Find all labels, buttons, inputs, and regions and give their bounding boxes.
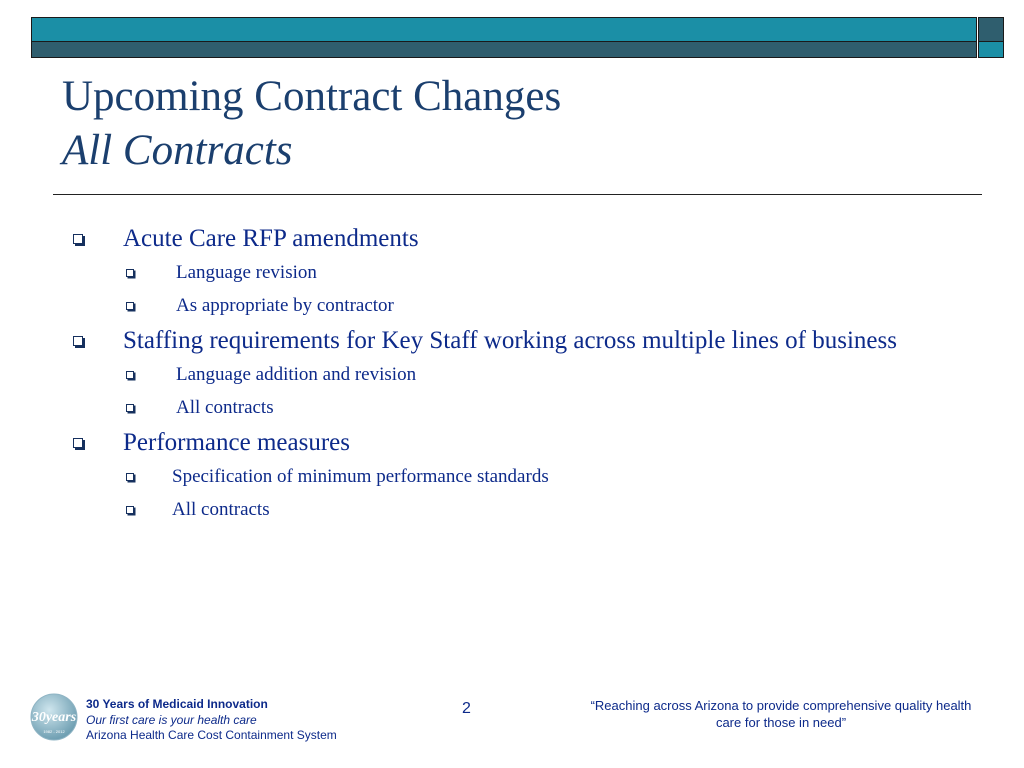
sub-bullet-text: All contracts — [172, 499, 270, 520]
checkbox-bullet-icon — [126, 269, 134, 277]
sub-bullet-text: Language revision — [176, 262, 317, 283]
sub-bullet-item — [0, 460, 1024, 493]
logo-text: 30years — [31, 710, 77, 725]
sub-bullet-text: All contracts — [176, 397, 274, 418]
sub-bullet-item — [0, 256, 1024, 289]
sub-bullet-item — [0, 289, 1024, 322]
bullet-text: Staffing requirements for Key Staff working across multiple lines of business — [123, 327, 897, 354]
logo-years: 1982 - 2012 — [43, 729, 65, 734]
footer-org — [86, 697, 337, 744]
sub-bullet-item — [0, 358, 1024, 391]
footer-line3: Arizona Health Care Cost Containment System — [86, 728, 337, 742]
sub-bullet-text: As appropriate by contractor — [176, 295, 394, 316]
checkbox-bullet-icon — [126, 371, 134, 379]
slide-title-line2: All Contracts — [62, 127, 293, 174]
checkbox-bullet-icon — [126, 506, 134, 514]
footer-tagline: “Reaching across Arizona to provide comprehensive quality health care for those in need” — [590, 698, 972, 730]
header-square-top — [978, 17, 1004, 42]
bullet-item — [0, 324, 913, 358]
bullet-list — [0, 220, 1024, 526]
header-bar-top — [31, 17, 977, 42]
sub-bullet-text: Specification of minimum performance standards — [172, 466, 549, 487]
slide-title-line1: Upcoming Contract Changes — [62, 73, 562, 120]
checkbox-bullet-icon — [126, 302, 134, 310]
header-bar-bottom — [31, 42, 977, 58]
footer-line1: 30 Years of Medicaid Innovation — [86, 697, 268, 711]
30-years-logo — [30, 693, 78, 741]
bullet-item — [0, 222, 913, 256]
sub-bullet-text: Language addition and revision — [176, 364, 417, 385]
footer-line2: Our first care is your health care — [86, 712, 257, 727]
checkbox-bullet-icon — [126, 473, 134, 481]
bullet-text: Acute Care RFP amendments — [123, 225, 419, 252]
header-square-bottom — [978, 42, 1004, 58]
sub-bullet-item — [0, 493, 1024, 526]
title-divider — [53, 194, 982, 195]
checkbox-bullet-icon — [73, 438, 83, 448]
checkbox-bullet-icon — [126, 404, 134, 412]
bullet-item — [0, 426, 913, 460]
slide-title — [62, 70, 962, 178]
sub-bullet-item — [0, 391, 1024, 424]
checkbox-bullet-icon — [73, 234, 83, 244]
checkbox-bullet-icon — [73, 336, 83, 346]
page-number: 2 — [462, 700, 471, 717]
bullet-text: Performance measures — [123, 429, 350, 456]
